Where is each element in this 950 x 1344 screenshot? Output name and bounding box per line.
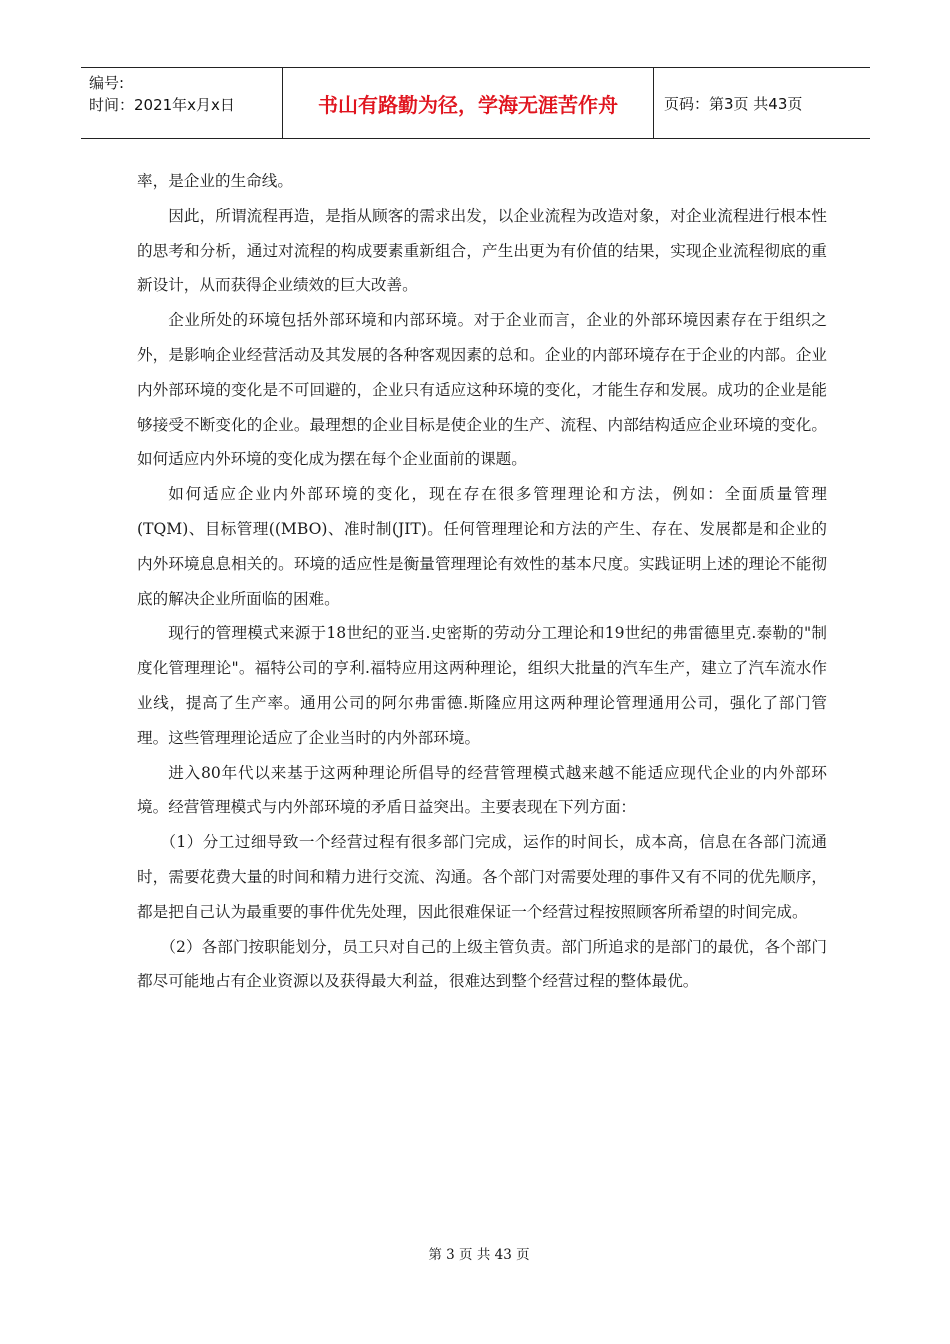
document-body xyxy=(137,164,827,999)
paragraph: 企业所处的环境包括外部环境和内部环境。对于企业而言，企业的外部环境因素存在于组织之外，是影响企业经营活动及其发展的各种客观因素的总和。企业的内部环境存在于企业的内部。企业内外部环境的变化是不可回避的，企业只有适应这种环境的变化，才能生存和发展。成功的企业是能够接受不断变化的企业。最理想的企业目标是使企业的生产、流程、内部结构适应企业环境的变化。如何适应内外环境的变化成为摆在每个企业面前的课题。 xyxy=(137,311,827,469)
paragraph: 现行的管理模式来源于18世纪的亚当.史密斯的劳动分工理论和19世纪的弗雷德里克.泰勒的"制度化管理理论"。福特公司的亨利.福特应用这两种理论，组织大批量的汽车生产，建立了汽车流水作业线，提高了生产率。通用公司的阿尔弗雷德.斯隆应用这两种理论管理通用公司，强化了部门管理。这些管理理论适应了企业当时的内外部环境。 xyxy=(137,624,827,747)
list-item: （1）分工过细导致一个经营过程有很多部门完成，运作的时间长，成本高，信息在各部门流通时，需要花费大量的时间和精力进行交流、沟通。各个部门对需要处理的事件又有不同的优先顺序，都是把自己认为最重要的事件优先处理，因此很难保证一个经营过程按照顾客所希望的时间完成。 xyxy=(137,833,827,921)
header-table xyxy=(81,67,870,139)
footer-page-number: 第 3 页 共 43 页 xyxy=(428,1247,530,1263)
header-page-info: 页码：第3页 共43页 xyxy=(664,94,803,113)
paragraph: 因此，所谓流程再造，是指从顾客的需求出发，以企业流程为改造对象，对企业流程进行根本性的思考和分析，通过对流程的构成要素重新组合，产生出更为有价值的结果，实现企业流程彻底的重新设计，从而获得企业绩效的巨大改善。 xyxy=(137,206,827,295)
paragraph-continuation: 率，是企业的生命线。 xyxy=(137,172,293,190)
document-time-label: 时间：2021年x月x日 xyxy=(89,96,235,114)
paragraph: 如何适应企业内外部环境的变化，现在存在很多管理理论和方法，例如：全面质量管理(TQM)、目标管理((MBO)、准时制(JIT)。任何管理理论和方法的产生、存在、发展都是和企业的内外环境息息相关的。环境的适应性是衡量管理理论有效性的基本尺度。实践证明上述的理论不能彻底的解决企业所面临的困难。 xyxy=(137,485,827,608)
paragraph: 进入80年代以来基于这两种理论所倡导的经营管理模式越来越不能适应现代企业的内外部环境。经营管理模式与内外部环境的矛盾日益突出。主要表现在下列方面： xyxy=(137,763,827,817)
list-item: （2）各部门按职能划分，员工只对自己的上级主管负责。部门所追求的是部门的最优，各个部门都尽可能地占有企业资源以及获得最大利益，很难达到整个经营过程的整体最优。 xyxy=(137,937,827,991)
header-left-cell xyxy=(81,68,282,138)
document-number-label: 编号: xyxy=(89,74,125,92)
header-motto: 书山有路勤为径，学海无涯苦作舟 xyxy=(282,68,654,138)
page-footer xyxy=(0,1243,950,1263)
